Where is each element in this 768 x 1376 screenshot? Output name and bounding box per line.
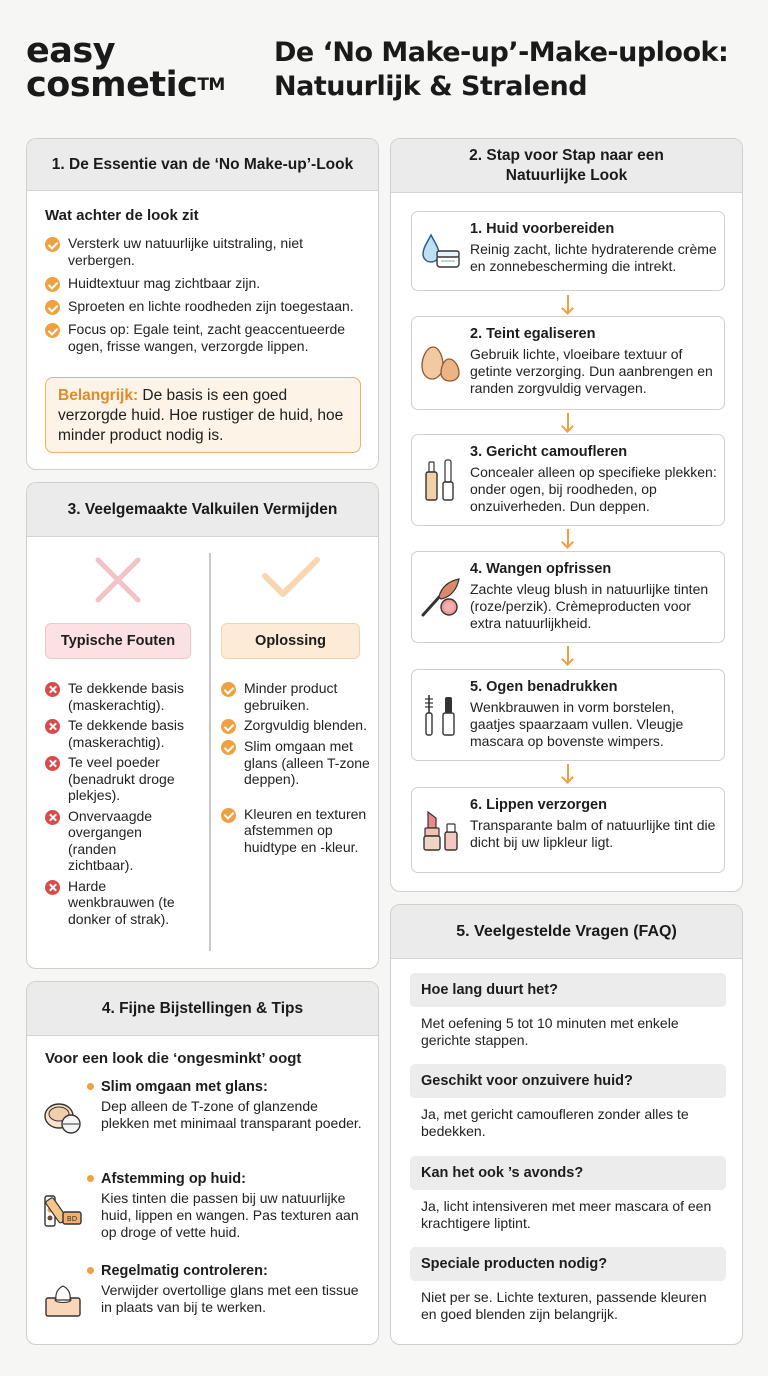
pitfalls-heading: 3. Veelgemaakte Valkuilen Vermijden	[27, 483, 378, 537]
step-text: Zachte vleug blush in natuurlijke tinten (roze/perzik). Crèmeproducten voor extra natuurlijkheid.	[470, 581, 709, 631]
solutions-list	[221, 680, 371, 855]
mistakes-label: Typische Fouten	[45, 623, 191, 659]
tip-title: Slim omgaan met glans:	[101, 1078, 368, 1096]
list-item: Zorgvuldig blenden.	[221, 717, 371, 734]
list-item: Te dekkende basis (maskerachtig).	[45, 680, 185, 713]
brand-logo	[26, 31, 225, 105]
mascara-icon	[419, 693, 463, 737]
trademark: TM	[197, 75, 225, 95]
step-card	[411, 551, 725, 643]
error-icon	[45, 810, 60, 825]
list-item: Kleuren en texturen afstemmen op huidtype en -kleur.	[221, 806, 371, 856]
list-item: Slim omgaan met glans (alleen T-zone deppen).	[221, 738, 371, 788]
note-label: Belangrijk:	[58, 387, 139, 404]
faq-answer: Met oefening 5 tot 10 minuten met enkele gerichte stappen.	[421, 1015, 679, 1048]
faq-item	[410, 1156, 726, 1232]
note-text: De basis is een goed verzorgde huid. Hoe rustiger de huid, hoe minder product nodig is.	[58, 387, 344, 444]
tip-text: Dep alleen de T-zone of glanzende plekken met minimaal transparant poeder.	[101, 1098, 362, 1131]
arrow-down-icon	[567, 529, 569, 547]
steps-heading	[391, 139, 742, 193]
check-icon	[45, 277, 60, 292]
faq-question: Speciale producten nodig?	[410, 1247, 726, 1281]
arrow-down-icon	[567, 646, 569, 664]
essence-panel	[26, 138, 379, 470]
arrow-down-icon	[567, 295, 569, 313]
error-icon	[45, 719, 60, 734]
blush-brush-icon	[419, 575, 463, 619]
step-title: 5. Ogen benadrukken	[470, 679, 618, 695]
svg-text:BD: BD	[66, 1215, 78, 1223]
error-icon	[45, 756, 60, 771]
check-icon	[45, 237, 60, 252]
brand-name-line2: cosmetic	[26, 65, 198, 105]
arrow-down-icon	[567, 764, 569, 782]
faq-item	[410, 973, 726, 1049]
essence-list	[45, 235, 365, 355]
tips-subheading: Voor een look die ‘ongesminkt’ oogt	[45, 1050, 302, 1067]
step-title: 4. Wangen opfrissen	[470, 561, 612, 577]
list-item: Te dekkende basis (maskerachtig).	[45, 717, 185, 750]
check-icon	[45, 323, 60, 338]
steps-panel	[390, 138, 743, 892]
faq-answer: Ja, met gericht camoufleren zonder alles te bedekken.	[421, 1106, 689, 1139]
list-item: Sproeten en lichte roodheden zijn toegestaan.	[45, 298, 365, 315]
important-note	[45, 377, 361, 453]
step-title: 3. Gericht camoufleren	[470, 444, 628, 460]
faq-question: Geschikt voor onzuivere huid?	[410, 1064, 726, 1098]
column-divider	[209, 553, 211, 951]
lipstick-icon	[419, 808, 463, 852]
list-item: Versterk uw natuurlijke uitstraling, niet verbergen.	[45, 235, 365, 269]
tip-item	[43, 1262, 368, 1325]
skincare-icon	[419, 231, 463, 271]
steps-heading-line1: 2. Stap voor Stap naar een	[469, 146, 664, 164]
list-item: Onvervaagde overgangen (randen zichtbaar).	[45, 808, 185, 874]
page-title	[274, 36, 764, 104]
cross-icon	[94, 556, 142, 604]
step-text: Transparante balm of natuurlijke tint die dicht bij uw lipkleur ligt.	[470, 817, 716, 850]
step-card	[411, 316, 725, 410]
faq-heading: 5. Veelgestelde Vragen (FAQ)	[391, 905, 742, 959]
check-icon	[221, 808, 236, 823]
arrow-down-icon	[567, 413, 569, 431]
concealer-icon	[419, 458, 463, 502]
check-icon	[45, 300, 60, 315]
tip-text: Kies tinten die passen bij uw natuurlijke huid, lippen en wangen. Pas texturen aan op droge of vette huid.	[101, 1190, 359, 1240]
faq-item	[410, 1064, 726, 1140]
faq-answer: Niet per se. Lichte texturen, passende kleuren en goed blenden zijn belangrijk.	[421, 1289, 707, 1322]
faq-question: Hoe lang duurt het?	[410, 973, 726, 1007]
faq-item	[410, 1247, 726, 1323]
step-text: Gebruik lichte, vloeibare textuur of getinte verzorging. Dun aanbrengen en randen zorgvuldig vervagen.	[470, 346, 713, 396]
list-item: Focus op: Egale teint, zacht geaccentueerde ogen, frisse wangen, verzorgde lippen.	[45, 321, 365, 355]
faq-question: Kan het ook ’s avonds?	[410, 1156, 726, 1190]
check-icon	[221, 740, 236, 755]
check-icon	[221, 682, 236, 697]
step-title: 2. Teint egaliseren	[470, 326, 596, 342]
brand-name-line1: easy	[26, 31, 116, 71]
step-card	[411, 211, 725, 291]
sponge-icon	[419, 343, 463, 383]
color-swatch-icon	[43, 1188, 83, 1228]
tip-title: Regelmatig controleren:	[101, 1262, 368, 1280]
step-text: Wenkbrauwen in vorm borstelen, gaatjes spaarzaam vullen. Vleugje mascara op bovenste wimpers.	[470, 699, 684, 749]
mistakes-list	[45, 680, 185, 927]
list-item: Huidtextuur mag zichtbaar zijn.	[45, 275, 365, 292]
tips-heading: 4. Fijne Bijstellingen & Tips	[27, 982, 378, 1036]
solutions-label: Oplossing	[221, 623, 360, 659]
error-icon	[45, 682, 60, 697]
page-title-line1: De ‘No Make-up’-Make-uplook:	[274, 37, 729, 68]
step-text: Reinig zacht, lichte hydraterende crème en zonnebescherming die intrekt.	[470, 241, 717, 274]
step-card	[411, 669, 725, 761]
tip-item	[43, 1170, 368, 1241]
faq-answer: Ja, licht intensiveren met meer mascara of een krachtigere liptint.	[421, 1198, 712, 1231]
steps-heading-line2: Natuurlijke Look	[505, 166, 628, 184]
error-icon	[45, 880, 60, 895]
list-item: Te veel poeder (benadrukt droge plekjes).	[45, 754, 185, 804]
tip-item	[43, 1078, 368, 1141]
tip-title: Afstemming op huid:	[101, 1170, 368, 1188]
powder-compact-icon	[43, 1096, 83, 1136]
essence-subheading: Wat achter de look zit	[45, 207, 199, 224]
check-icon	[221, 719, 236, 734]
tips-panel	[26, 981, 379, 1345]
step-title: 1. Huid voorbereiden	[470, 221, 615, 237]
step-title: 6. Lippen verzorgen	[470, 797, 607, 813]
list-item: Minder product gebruiken.	[221, 680, 371, 713]
step-card	[411, 787, 725, 873]
tissue-box-icon	[43, 1280, 83, 1320]
step-card	[411, 434, 725, 526]
faq-panel	[390, 904, 743, 1345]
tip-text: Verwijder overtollige glans met een tissue in plaats van bij te werken.	[101, 1282, 359, 1315]
step-text: Concealer alleen op specifieke plekken: onder ogen, bij roodheden, op onzuiverheden. Dun deppen.	[470, 464, 717, 514]
essence-heading: 1. De Essentie van de ‘No Make-up’-Look	[27, 139, 378, 191]
list-item: Harde wenkbrauwen (te donker of strak).	[45, 878, 185, 928]
checkmark-icon	[261, 554, 321, 602]
page-title-line2: Natuurlijk & Stralend	[274, 71, 588, 102]
